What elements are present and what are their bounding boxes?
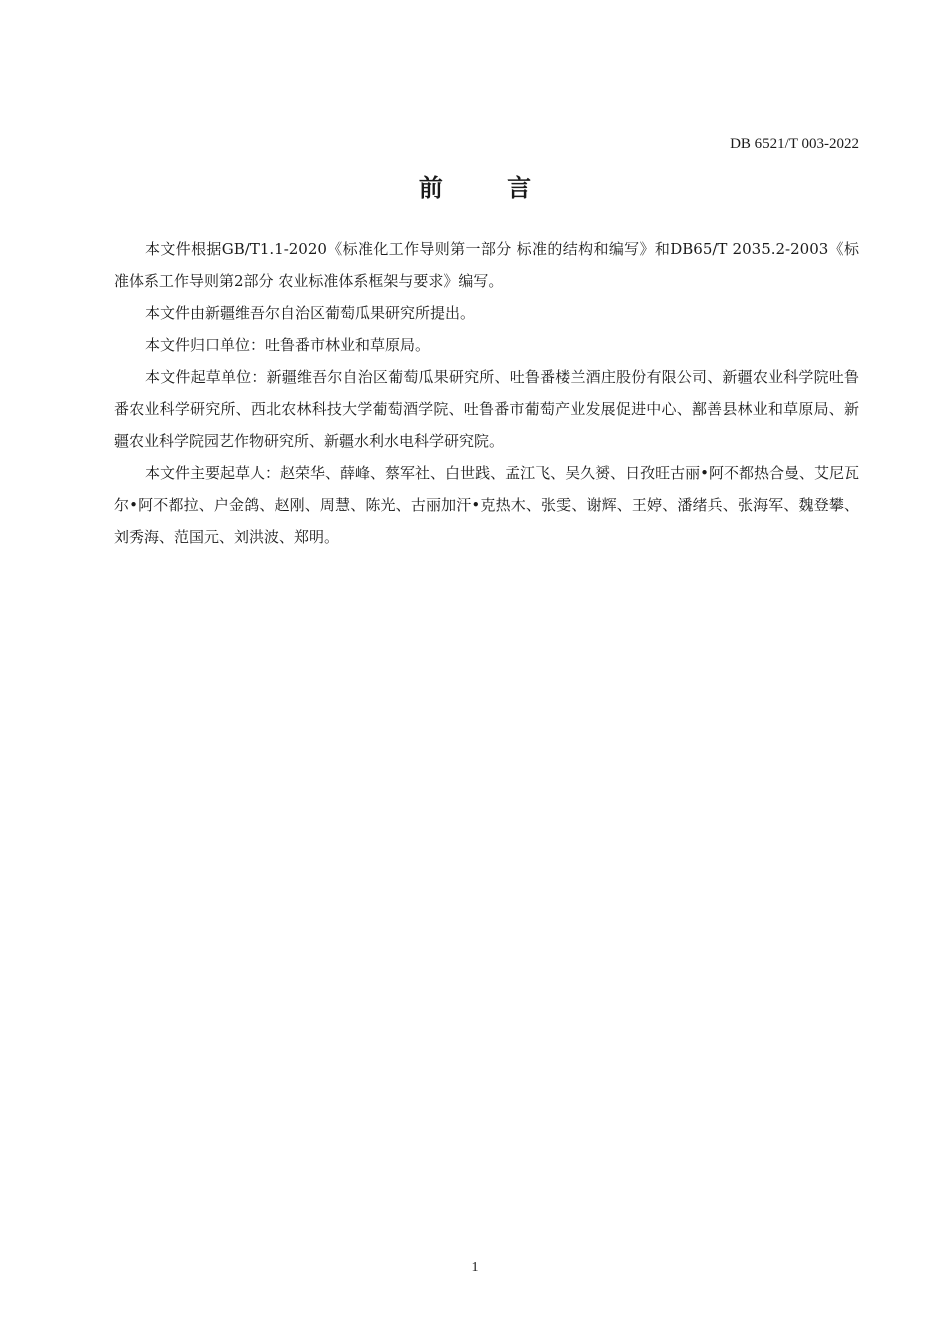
paragraph-proposer: 本文件由新疆维吾尔自治区葡萄瓜果研究所提出。	[145, 304, 476, 322]
page-title: 前 言	[418, 174, 560, 202]
paragraph-drafting-units: 本文件起草单位：新疆维吾尔自治区葡萄瓜果研究所、吐鲁番楼兰酒庄股份有限公司、新疆农业科学院吐鲁番农业科学研究所、西北农林科技大学葡萄酒学院、吐鲁番市葡萄产业发展促进中心、鄯善县林业和草原局、新疆农业科学院园艺作物研究所、新疆水利水电科学研究院。	[114, 368, 859, 450]
page-number: 1	[471, 1260, 479, 1275]
document-code: DB 6521/T 003-2022	[730, 136, 859, 152]
foreword-body	[114, 233, 859, 553]
paragraph-drafters: 本文件主要起草人：赵荣华、薛峰、蔡军社、白世践、孟江飞、吴久赟、日孜旺古丽•阿不都热合曼、艾尼瓦尔•阿不都拉、户金鸽、赵刚、周慧、陈光、古丽加汗•克热木、张雯、谢辉、王婷、潘绪兵、张海军、魏登攀、刘秀海、范国元、刘洪波、郑明。	[114, 464, 859, 546]
paragraph-basis: 本文件根据GB/T1.1-2020《标准化工作导则第一部分 标准的结构和编写》和DB65/T 2035.2-2003《标准体系工作导则第2部分 农业标准体系框架与要求》编写。	[114, 240, 859, 290]
paragraph-responsible-unit: 本文件归口单位：吐鲁番市林业和草原局。	[145, 336, 431, 354]
